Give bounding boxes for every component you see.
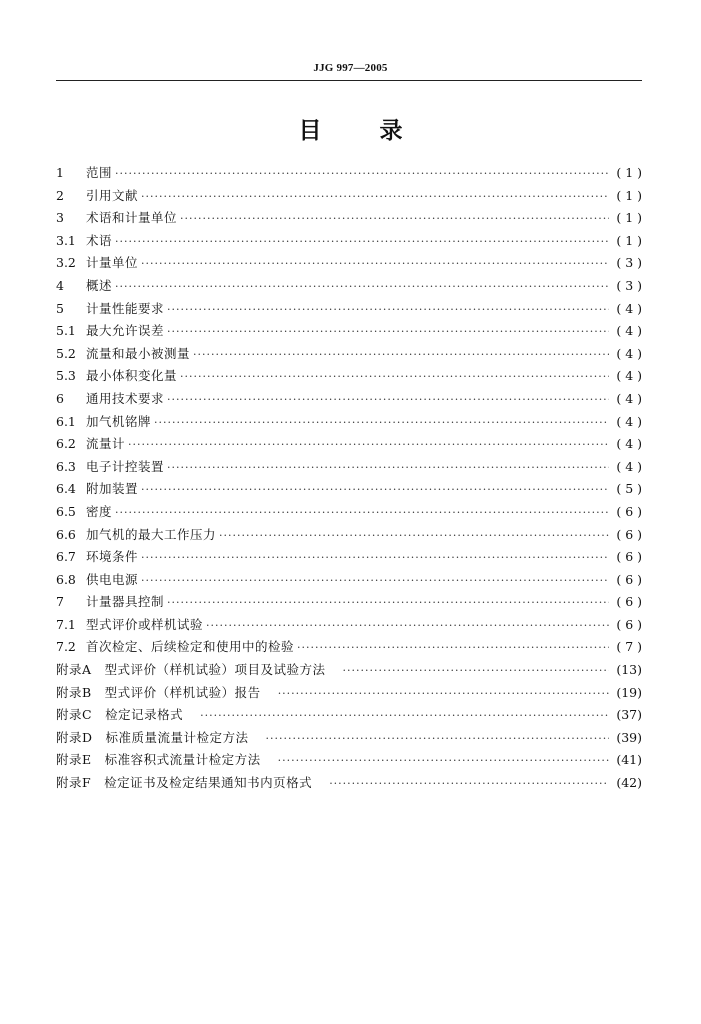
toc-entry-title: 供电电源 bbox=[86, 571, 139, 587]
toc-entry bbox=[56, 230, 642, 253]
toc-entry-number: 4 bbox=[56, 277, 64, 293]
toc-entry-number: 6.4 bbox=[56, 481, 76, 497]
toc-entry-number: 6.6 bbox=[56, 526, 76, 542]
toc-entry bbox=[56, 252, 642, 275]
toc-dot-leader bbox=[278, 750, 609, 773]
toc-entry-title: 加气机的最大工作压力 bbox=[86, 526, 217, 542]
toc-dot-leader bbox=[115, 231, 609, 254]
toc-entry bbox=[56, 546, 642, 569]
toc-dot-leader bbox=[167, 457, 609, 480]
toc-appendix-entry bbox=[56, 682, 642, 705]
toc-appendix-entry bbox=[56, 727, 642, 750]
toc-dot-leader bbox=[329, 773, 609, 796]
toc-appendix-entry bbox=[56, 659, 642, 682]
toc-page-number: ( 4 ) bbox=[616, 458, 642, 474]
toc-entry-title: 附录D 标准质量流量计检定方法 bbox=[56, 729, 249, 745]
toc-dot-leader bbox=[167, 389, 609, 412]
toc-dot-leader bbox=[180, 208, 609, 231]
toc-entry-title: 最大允许误差 bbox=[86, 323, 165, 339]
toc-dot-leader bbox=[343, 660, 609, 683]
toc-dot-leader bbox=[193, 344, 609, 367]
toc-entry-number: 5 bbox=[56, 300, 64, 316]
toc-page-number: ( 6 ) bbox=[616, 571, 642, 587]
toc-page-number: ( 4 ) bbox=[616, 390, 642, 406]
toc-page-number: ( 6 ) bbox=[616, 503, 642, 519]
toc-dot-leader bbox=[141, 547, 609, 570]
toc-appendix-entry bbox=[56, 749, 642, 772]
toc-entry-number: 6 bbox=[56, 390, 64, 406]
toc-entry-title: 计量性能要求 bbox=[86, 300, 165, 316]
toc-entry-number: 3.2 bbox=[56, 255, 76, 271]
toc-entry-title: 引用文献 bbox=[86, 187, 139, 203]
toc-entry-number: 6.1 bbox=[56, 413, 76, 429]
toc-entry-number: 6.8 bbox=[56, 571, 76, 587]
toc-entry-title: 附录F 检定证书及检定结果通知书内页格式 bbox=[56, 775, 313, 791]
toc-entry-number: 5.3 bbox=[56, 368, 76, 384]
toc-entry bbox=[56, 207, 642, 230]
toc-entry bbox=[56, 162, 642, 185]
toc-page-number: ( 1 ) bbox=[616, 165, 642, 180]
toc-dot-leader bbox=[206, 615, 609, 638]
toc-page-number: ( 4 ) bbox=[616, 300, 642, 316]
toc-entry-number: 6.3 bbox=[56, 458, 76, 474]
toc-entry-title: 计量器具控制 bbox=[86, 594, 165, 610]
toc-entry-title: 附录C 检定记录格式 bbox=[56, 707, 184, 723]
toc-entry-number: 3 bbox=[56, 210, 64, 226]
toc-entry-title: 附录A 型式评价（样机试验）项目及试验方法 bbox=[56, 662, 326, 678]
toc-dot-leader bbox=[167, 299, 609, 322]
toc-dot-leader bbox=[115, 276, 609, 299]
toc-page-number: ( 4 ) bbox=[616, 436, 642, 452]
toc-appendix-entry bbox=[56, 704, 642, 727]
toc-entry bbox=[56, 501, 642, 524]
toc-title-char-1: 目 bbox=[298, 118, 322, 144]
toc-entry bbox=[56, 343, 642, 366]
toc-dot-leader bbox=[219, 525, 609, 548]
toc-entry bbox=[56, 185, 642, 208]
toc-page-number: ( 1 ) bbox=[616, 210, 642, 226]
toc-page-number: ( 4 ) bbox=[616, 323, 642, 339]
toc-entry bbox=[56, 388, 642, 411]
toc-page-number: ( 6 ) bbox=[616, 526, 642, 542]
toc-entry-number: 7 bbox=[56, 594, 64, 610]
toc-page-number: ( 3 ) bbox=[616, 277, 642, 293]
toc-entry-title: 加气机铭牌 bbox=[86, 413, 152, 429]
toc-dot-leader bbox=[128, 434, 609, 457]
toc-entry bbox=[56, 569, 642, 592]
toc-page-number: ( 6 ) bbox=[616, 616, 642, 632]
toc-dot-leader bbox=[154, 412, 609, 435]
toc-dot-leader bbox=[266, 728, 609, 751]
toc-page-number: ( 1 ) bbox=[616, 187, 642, 203]
toc-page-number: ( 6 ) bbox=[616, 549, 642, 565]
toc-page-number: (41) bbox=[616, 752, 642, 768]
toc-dot-leader bbox=[141, 253, 609, 276]
toc-page-number: (42) bbox=[616, 775, 642, 791]
toc-entry-title: 概述 bbox=[86, 277, 113, 293]
toc-entry-number: 7.1 bbox=[56, 616, 76, 632]
toc-dot-leader bbox=[141, 186, 609, 209]
toc-page-number: ( 4 ) bbox=[616, 368, 642, 384]
toc-entry-number: 6.7 bbox=[56, 549, 76, 565]
header-rule bbox=[56, 80, 642, 81]
toc-page-number: (37) bbox=[616, 707, 642, 723]
toc-entry-title: 计量单位 bbox=[86, 255, 139, 271]
toc-entry bbox=[56, 275, 642, 298]
toc-entry bbox=[56, 433, 642, 456]
toc-entry bbox=[56, 298, 642, 321]
toc-dot-leader bbox=[167, 592, 609, 615]
toc-entry bbox=[56, 636, 642, 659]
toc-page-number: ( 1 ) bbox=[616, 232, 642, 248]
toc-entry-title: 附录E 标准容积式流量计检定方法 bbox=[56, 752, 261, 768]
toc-entry-title: 术语 bbox=[86, 232, 113, 248]
toc-entry bbox=[56, 456, 642, 479]
toc-title bbox=[0, 112, 701, 145]
toc-entry-title: 流量计 bbox=[86, 436, 126, 452]
toc-entry-number: 6.2 bbox=[56, 436, 76, 452]
toc-page-number: (13) bbox=[616, 662, 642, 678]
toc-entry-title: 范围 bbox=[86, 165, 113, 180]
toc-page-number: (39) bbox=[616, 729, 642, 745]
toc-entry-title: 密度 bbox=[86, 503, 113, 519]
toc-entry-number: 2 bbox=[56, 187, 64, 203]
toc-entry bbox=[56, 614, 642, 637]
toc-dot-leader bbox=[297, 637, 609, 660]
toc-page-number: ( 3 ) bbox=[616, 255, 642, 271]
toc-dot-leader bbox=[141, 479, 609, 502]
toc-page-number: ( 6 ) bbox=[616, 594, 642, 610]
toc-dot-leader bbox=[115, 502, 609, 525]
toc-entry-title: 首次检定、后续检定和使用中的检验 bbox=[86, 639, 295, 655]
toc-entry-number: 5.2 bbox=[56, 345, 76, 361]
toc-entry-title: 附录B 型式评价（样机试验）报告 bbox=[56, 684, 261, 700]
toc-entry bbox=[56, 591, 642, 614]
toc-entry bbox=[56, 365, 642, 388]
toc-entry-title: 型式评价或样机试验 bbox=[86, 616, 204, 632]
toc-page-number: ( 5 ) bbox=[616, 481, 642, 497]
toc-entry-title: 流量和最小被测量 bbox=[86, 345, 191, 361]
toc-dot-leader bbox=[141, 570, 609, 593]
toc-dot-leader bbox=[180, 366, 609, 389]
toc-dot-leader bbox=[278, 683, 609, 706]
toc-entry-title: 环境条件 bbox=[86, 549, 139, 565]
toc-dot-leader bbox=[167, 321, 609, 344]
toc-entry-number: 6.5 bbox=[56, 503, 76, 519]
toc-entry-number: 1 bbox=[56, 165, 64, 180]
toc-entry-title: 电子计控装置 bbox=[86, 458, 165, 474]
toc-entry-number: 5.1 bbox=[56, 323, 76, 339]
toc-dot-leader bbox=[200, 705, 609, 728]
standard-code-header: JJG 997—2005 bbox=[313, 62, 388, 74]
toc-title-char-2: 录 bbox=[379, 118, 403, 144]
toc-entry bbox=[56, 411, 642, 434]
toc-entry-title: 通用技术要求 bbox=[86, 390, 165, 406]
toc-entry-number: 3.1 bbox=[56, 232, 76, 248]
toc-page-number: (19) bbox=[616, 684, 642, 700]
toc-page-number: ( 4 ) bbox=[616, 345, 642, 361]
toc-entry bbox=[56, 320, 642, 343]
toc-entry-title: 最小体积变化量 bbox=[86, 368, 178, 384]
toc-entry bbox=[56, 524, 642, 547]
toc-entry-title: 附加装置 bbox=[86, 481, 139, 497]
table-of-contents bbox=[56, 162, 642, 795]
toc-page-number: ( 4 ) bbox=[616, 413, 642, 429]
toc-dot-leader bbox=[115, 163, 609, 186]
toc-entry-number: 7.2 bbox=[56, 639, 76, 655]
toc-page-number: ( 7 ) bbox=[616, 639, 642, 655]
toc-appendix-entry bbox=[56, 772, 642, 795]
toc-entry-title: 术语和计量单位 bbox=[86, 210, 178, 226]
toc-entry bbox=[56, 478, 642, 501]
